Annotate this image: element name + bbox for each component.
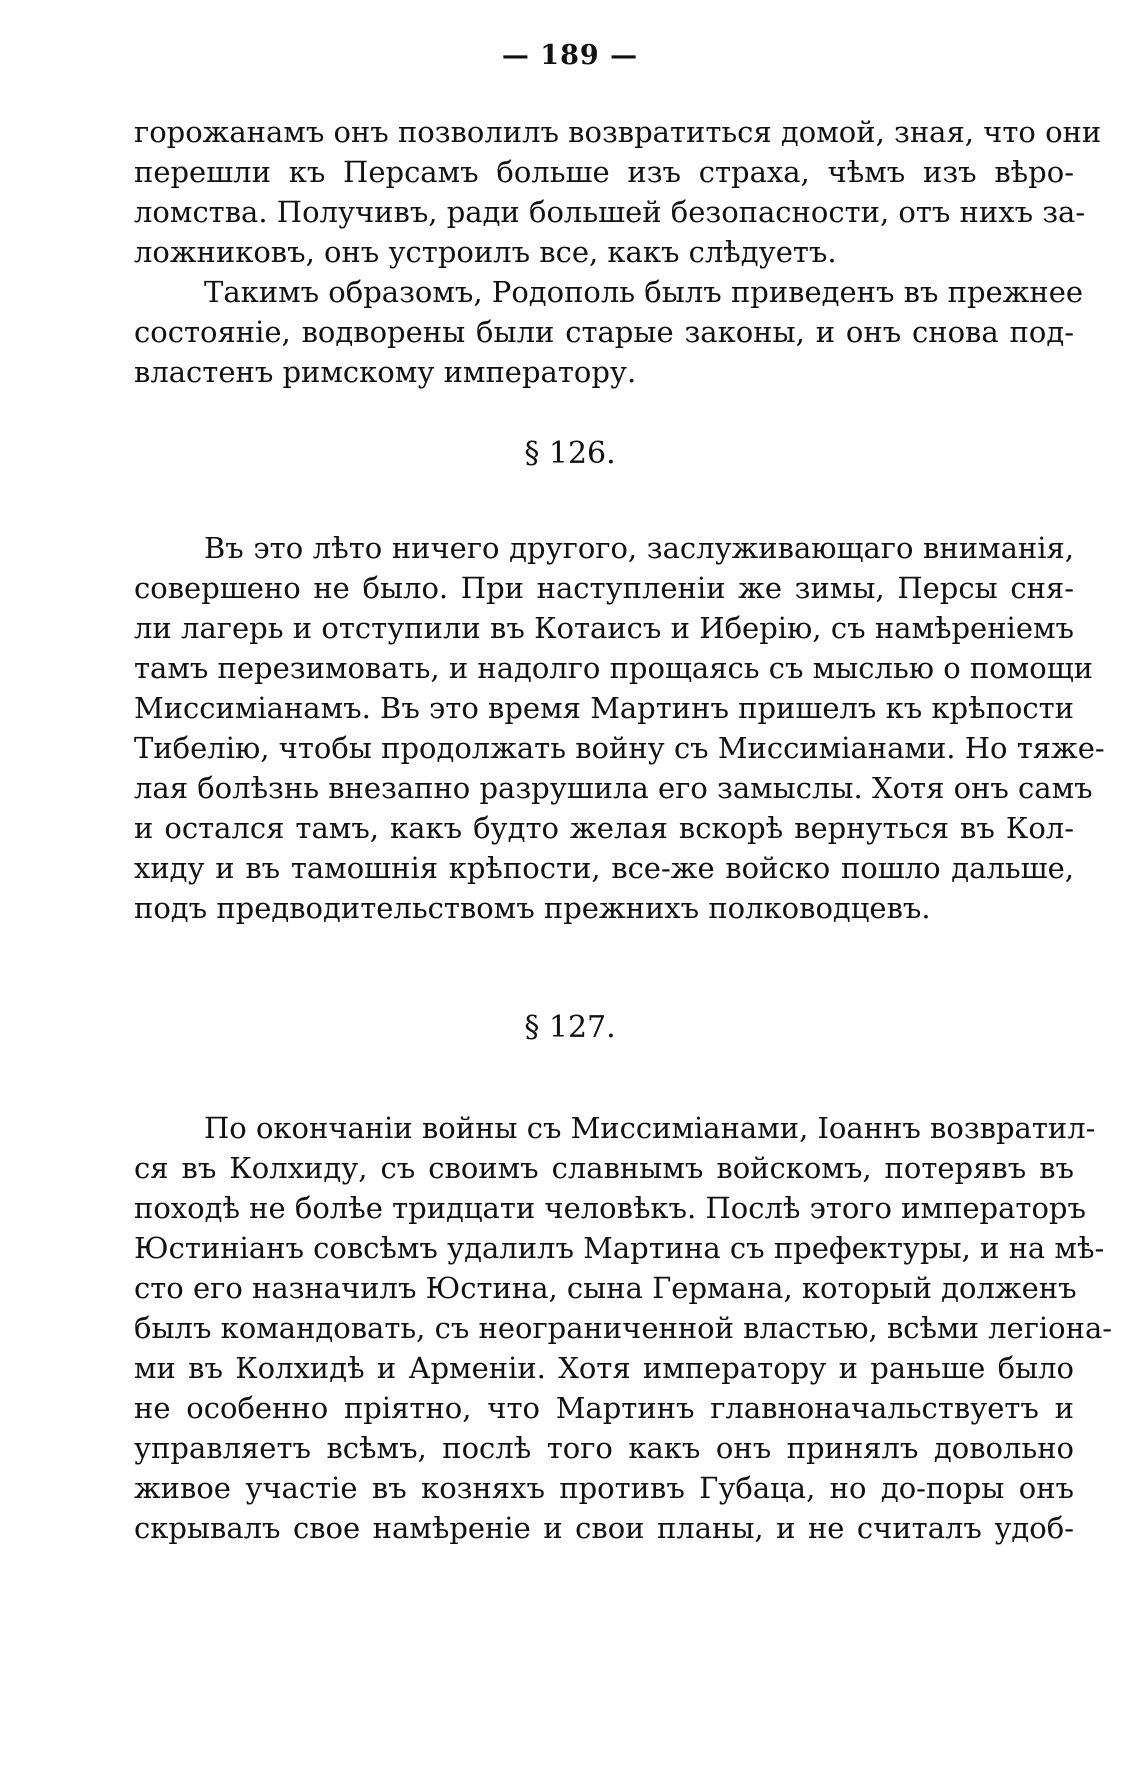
- text-line: ми въ Колхидѣ и Арменіи. Хотя императору и раньше было: [134, 1351, 1074, 1385]
- text-line: и остался тамъ, какъ будто желая вскорѣ вернуться въ Кол-: [134, 811, 1074, 845]
- text-line: скрывалъ свое намѣреніе и свои планы, и не считалъ удоб-: [134, 1511, 1074, 1545]
- text-line: Такимъ образомъ, Родополь былъ приведенъ въ прежнее: [204, 275, 1084, 309]
- text-line: Миссиміанамъ. Въ это время Мартинъ пришелъ къ крѣпости: [134, 691, 1074, 725]
- text-line: сто его назначилъ Юстина, сына Германа, который долженъ: [134, 1271, 1077, 1305]
- text-line: горожанамъ онъ позволилъ возвратиться домой, зная, что они: [134, 115, 1102, 149]
- text-line: Тибелію, чтобы продолжать войну съ Миссиміанами. Но тяже-: [134, 731, 1105, 765]
- section-heading-127: § 127.: [524, 1010, 616, 1045]
- text-line: ложниковъ, онъ устроилъ все, какъ слѣдуетъ.: [134, 235, 837, 269]
- text-line: лая болѣзнь внезапно разрушила его замыслы. Хотя онъ самъ: [134, 771, 1093, 805]
- text-line: властенъ римскому императору.: [134, 355, 637, 389]
- text-line: походѣ не болѣе тридцати человѣкъ. Послѣ этого императоръ: [134, 1191, 1086, 1225]
- text-line: ся въ Колхиду, съ своимъ славнымъ войскомъ, потерявъ въ: [134, 1151, 1074, 1185]
- text-line: не особенно пріятно, что Мартинъ главноначальствуетъ и: [134, 1391, 1074, 1425]
- text-line: Юстиніанъ совсѣмъ удалилъ Мартина съ префектуры, и на мѣ-: [134, 1231, 1105, 1265]
- text-line: ломства. Получивъ, ради большей безопасности, отъ нихъ за-: [134, 195, 1086, 229]
- text-line: совершено не было. При наступленіи же зимы, Персы сня-: [134, 571, 1074, 605]
- text-line: подъ предводительствомъ прежнихъ полководцевъ.: [134, 891, 931, 925]
- text-line: состояніе, водворены были старые законы, и онъ снова под-: [134, 315, 1074, 349]
- text-line: хиду и въ тамошнія крѣпости, все-же войско пошло дальше,: [134, 851, 1074, 885]
- page-number: — 189 —: [501, 40, 639, 71]
- text-line: управляетъ всѣмъ, послѣ того какъ онъ принялъ довольно: [134, 1431, 1074, 1465]
- text-line: тамъ перезимовать, и надолго прощаясь съ мыслью о помощи: [134, 651, 1093, 685]
- text-line: Въ это лѣто ничего другого, заслуживающаго вниманія,: [204, 531, 1074, 565]
- text-line: ли лагерь и отступили въ Котаисъ и Иберію, съ намѣреніемъ: [134, 611, 1074, 645]
- text-line: По окончаніи войны съ Миссиміанами, Іоаннъ возвратил-: [204, 1111, 1096, 1145]
- text-line: былъ командовать, съ неограниченной властью, всѣми легіона-: [134, 1311, 1113, 1345]
- text-line: живое участіе въ козняхъ противъ Губаца, но до-поры онъ: [134, 1471, 1074, 1505]
- text-line: перешли къ Персамъ больше изъ страха, чѣмъ изъ вѣро-: [134, 155, 1074, 189]
- section-heading-126: § 126.: [524, 436, 616, 471]
